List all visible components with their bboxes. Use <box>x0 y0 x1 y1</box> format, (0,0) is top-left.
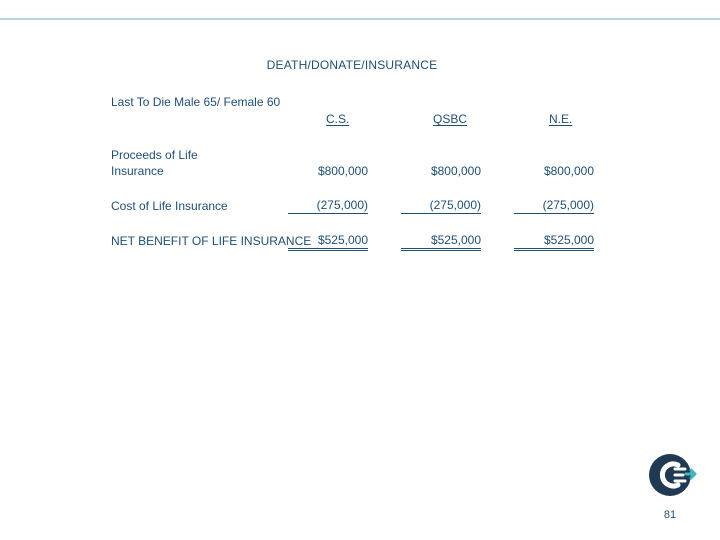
row-label-net-benefit: NET BENEFIT OF LIFE INSURANCE <box>111 234 312 248</box>
column-header-qsbc: QSBC <box>433 112 468 126</box>
row-label-proceeds-line2: Insurance <box>111 164 164 178</box>
row-label-proceeds-line1: Proceeds of Life <box>111 148 198 162</box>
proceeds-ne-value: $800,000 <box>543 164 594 178</box>
column-header-cs: C.S. <box>326 112 350 126</box>
cost-qsbc-value: (275,000) <box>401 198 481 214</box>
row-label-cost: Cost of Life Insurance <box>111 199 228 213</box>
cost-ne-value: (275,000) <box>514 198 594 214</box>
net-benefit-ne-value: $525,000 <box>514 233 594 251</box>
net-benefit-qsbc-value: $525,000 <box>401 233 481 251</box>
proceeds-qsbc-value: $800,000 <box>430 164 481 178</box>
scenario-subtitle: Last To Die Male 65/ Female 60 <box>111 95 281 109</box>
page-number: 81 <box>663 509 677 521</box>
cs-logo-icon <box>648 452 700 498</box>
top-divider <box>0 18 720 20</box>
row-label-proceeds <box>111 147 198 179</box>
page-title: DEATH/DONATE/INSURANCE <box>266 58 438 72</box>
proceeds-cs-value: $800,000 <box>317 164 368 178</box>
net-benefit-cs-value: $525,000 <box>288 233 368 251</box>
cost-cs-value: (275,000) <box>288 198 368 214</box>
column-header-ne: N.E. <box>549 112 573 126</box>
